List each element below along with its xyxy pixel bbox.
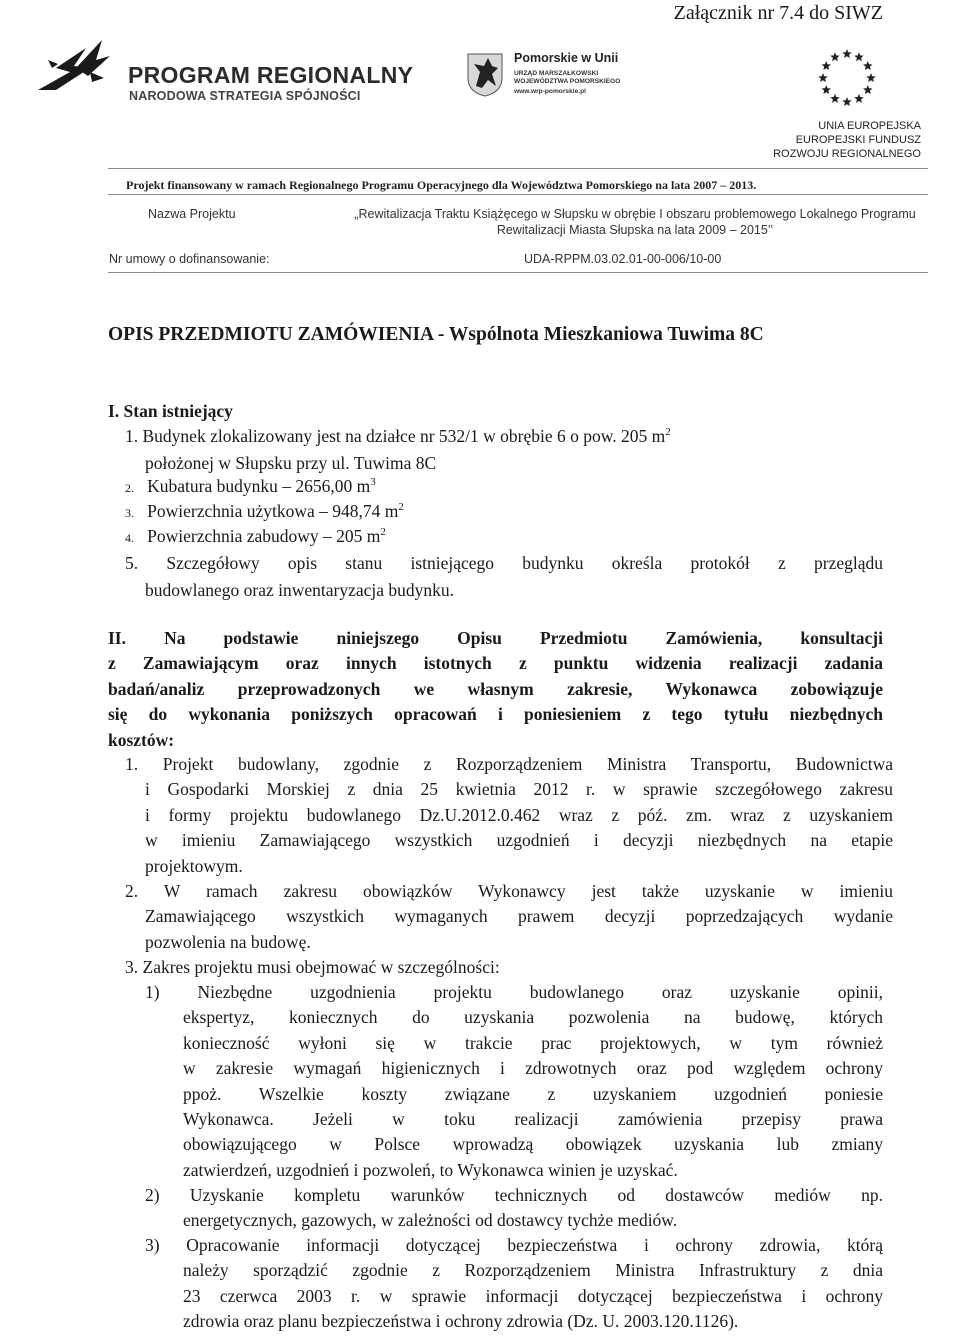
section-2-intro-line: badań/analiz przeprowadzonych we własnym zakresie, Wykonawca zobowiązuje — [108, 678, 883, 699]
annex-label: Załącznik nr 7.4 do SIWZ — [673, 2, 883, 24]
section-2-subpoint-3-line: należy sporządzić zgodnie z Rozporządzeniem Ministra Infrastruktury z dnia — [183, 1260, 883, 1281]
section-2-point-1-line: projektowym. — [145, 855, 243, 876]
section-2-subpoint-1-line: zatwierdzeń, uzgodnień i pozwoleń, to Wykonawca winien je uzyskać. — [183, 1159, 678, 1180]
eu-star — [866, 73, 876, 82]
eu-star — [818, 73, 828, 82]
section-1-item-4: 4. Powierzchnia zabudowy – 205 $m^2$ — [125, 526, 386, 546]
ue-line-2: EUROPEJSKI FUNDUSZ — [795, 134, 921, 146]
section-1-item-5-line-1: 5. Szczegółowy opis stanu istniejącego budynku określa protokół z przeglądu — [125, 553, 883, 573]
section-2-point-2-line: pozwolenia na budowę. — [145, 931, 311, 952]
program-title: PROGRAM REGIONALNY — [128, 62, 414, 88]
section-2-subpoint-3-line: 23 czerwca 2003 r. w sprawie informacji dotyczącej bezpieczeństwa i ochrony — [183, 1285, 883, 1306]
eu-star — [821, 85, 831, 94]
section-1-heading: I. Stan istniejący — [108, 401, 233, 421]
project-name-line-2: Rewitalizacji Miasta Słupska na lata 2009 – 2015’’ — [496, 223, 774, 237]
eu-star — [863, 61, 873, 70]
program-regionalny-logo — [30, 38, 415, 102]
program-subtitle: NARODOWA STRATEGIA SPÓJNOŚCI — [129, 89, 361, 103]
pomorskie-line-3: www.wrp-pomorskie.pl — [514, 88, 586, 95]
section-2-subpoint-1-line: Wykonawca. Jeżeli w toku realizacji zamówienia przepisy prawa — [183, 1109, 883, 1129]
section-2-subpoint-1-line: obowiązującego w Polsce wprowadzą obowiązek uzyskania lub zmiany — [183, 1134, 883, 1155]
section-2-intro-line: się do wykonania poniższych opracowań i poniesieniem z tego tytułu niezbędnych — [108, 704, 883, 725]
section-2-point-2-line: Zamawiającego wszystkich wymaganych prawem decyzji poprzedzających wydanie — [145, 906, 893, 927]
section-2-point-1-line: w imieniu Zamawiającego wszystkich uzgodnień i decyzji niezbędnych na etapie — [145, 830, 893, 851]
star-logo-icon — [30, 38, 120, 102]
contract-label: Nr umowy o dofinansowanie: — [109, 252, 270, 266]
eu-star — [842, 97, 852, 106]
eu-stars-icon — [815, 46, 879, 110]
section-2-subpoint-1-line: w zakresie wymagań higienicznych i zdrowotnych oraz pod względem ochrony — [183, 1058, 883, 1079]
eu-star — [821, 61, 831, 70]
section-2-subpoint-1-line: konieczność wyłoni się w trakcie prac projektowych, w tym również — [183, 1032, 883, 1053]
eu-star — [830, 52, 840, 61]
section-1-item-5-line-2: budowlanego oraz inwentaryzacja budynku. — [145, 580, 455, 600]
pomorskie-logo — [462, 50, 662, 98]
section-2-point-1-line: i Gospodarki Morskiej z dnia 25 kwietnia 2012 r. w sprawie szczegółowego zakresu — [145, 779, 893, 800]
section-2-subpoint-1-line: ekspertyz, koniecznych do uzyskania pozwolenia na budowę, których — [183, 1007, 883, 1028]
griffin-icon — [462, 50, 510, 98]
section-1-item-1-line-1: 1. Budynek zlokalizowany jest na działce nr 532/1 w obrębie 6 o pow. 205 $m^2$ — [125, 426, 671, 446]
eu-star — [842, 49, 852, 58]
pomorskie-line-1: URZĄD MARSZAŁKOWSKI — [514, 70, 599, 77]
section-1-item-2: 2. Kubatura budynku – 2656,00 $m^3$ — [125, 476, 376, 496]
section-2-intro-line: II. Na podstawie niniejszego Opisu Przedmiotu Zamówienia, konsultacji — [108, 628, 883, 648]
section-2-subpoint-3-line: zdrowia oraz planu bezpieczeństwa i ochrony zdrowia (Dz. U. 2003.120.1126). — [183, 1311, 739, 1332]
pomorskie-title: Pomorskie w Unii — [514, 51, 619, 65]
section-2-point-3: 3. Zakres projektu musi obejmować w szczególności: — [125, 957, 500, 977]
section-2-point-1-line: i formy projektu budowlanego Dz.U.2012.0.462 wraz z póź. zm. wraz z uzyskaniem — [145, 804, 893, 825]
ue-logo — [773, 46, 925, 160]
section-2-intro-line: z Zamawiającym oraz innych istotnych z punktu widzenia realizacji zadania — [108, 653, 883, 674]
project-name-label: Nazwa Projektu — [148, 207, 236, 221]
section-2-subpoint-1-line: ppoż. Wszelkie koszty związane z uzyskaniem uzgodnień poniesie — [183, 1083, 883, 1104]
ue-line-3: ROZWOJU REGIONALNEGO — [773, 148, 921, 160]
eu-star — [854, 94, 864, 103]
project-name-line-1: „Rewitalizacja Traktu Książęcego w Słupsku w obrębie I obszaru problemowego Lokalnego Programu — [354, 207, 916, 221]
section-2-subpoint-1-line: 1) Niezbędne uzgodnienia projektu budowlanego oraz uzyskanie opinii, — [145, 982, 883, 1002]
section-2-point-1-line: 1. Projekt budowlany, zgodnie z Rozporządzeniem Ministra Transportu, Budownictwa — [125, 754, 893, 774]
eu-star — [863, 85, 873, 94]
contract-number: UDA-RPPM.03.02.01-00-006/10-00 — [524, 252, 722, 266]
section-2-intro-line: kosztów: — [108, 729, 175, 750]
section-1-item-1-line-2: położonej w Słupsku przy ul. Tuwima 8C — [145, 453, 437, 473]
header-rule-top — [108, 168, 928, 169]
section-1-item-3: 3. Powierzchnia użytkowa – 948,74 $m^2$ — [125, 501, 404, 521]
document-title: OPIS PRZEDMIOTU ZAMÓWIENIA - Wspólnota Mieszkaniowa Tuwima 8C — [108, 324, 764, 345]
section-2-subpoint-2-line: energetycznych, gazowych, w zależności od dostawcy tychże mediów. — [183, 1210, 678, 1231]
eu-star — [854, 52, 864, 61]
financing-note: Projekt finansowany w ramach Regionalnego Programu Operacyjnego dla Województwa Pomorskiego na lata 2007 – 2013. — [126, 178, 757, 192]
pomorskie-line-2: WOJEWÓDZTWA POMORSKIEGO — [514, 78, 621, 85]
section-2-point-2-line: 2. W ramach zakresu obowiązków Wykonawcy jest także uzyskanie w imieniu — [125, 881, 893, 901]
section-2-subpoint-3-line: 3) Opracowanie informacji dotyczącej bezpieczeństwa i ochrony zdrowia, którą — [145, 1235, 883, 1255]
header-rule-bottom — [108, 272, 928, 273]
eu-star — [830, 94, 840, 103]
section-2-subpoint-2-line: 2) Uzyskanie kompletu warunków technicznych od dostawców mediów np. — [145, 1185, 883, 1205]
ue-line-1: UNIA EUROPEJSKA — [818, 120, 921, 132]
header-rule-mid — [108, 194, 928, 195]
